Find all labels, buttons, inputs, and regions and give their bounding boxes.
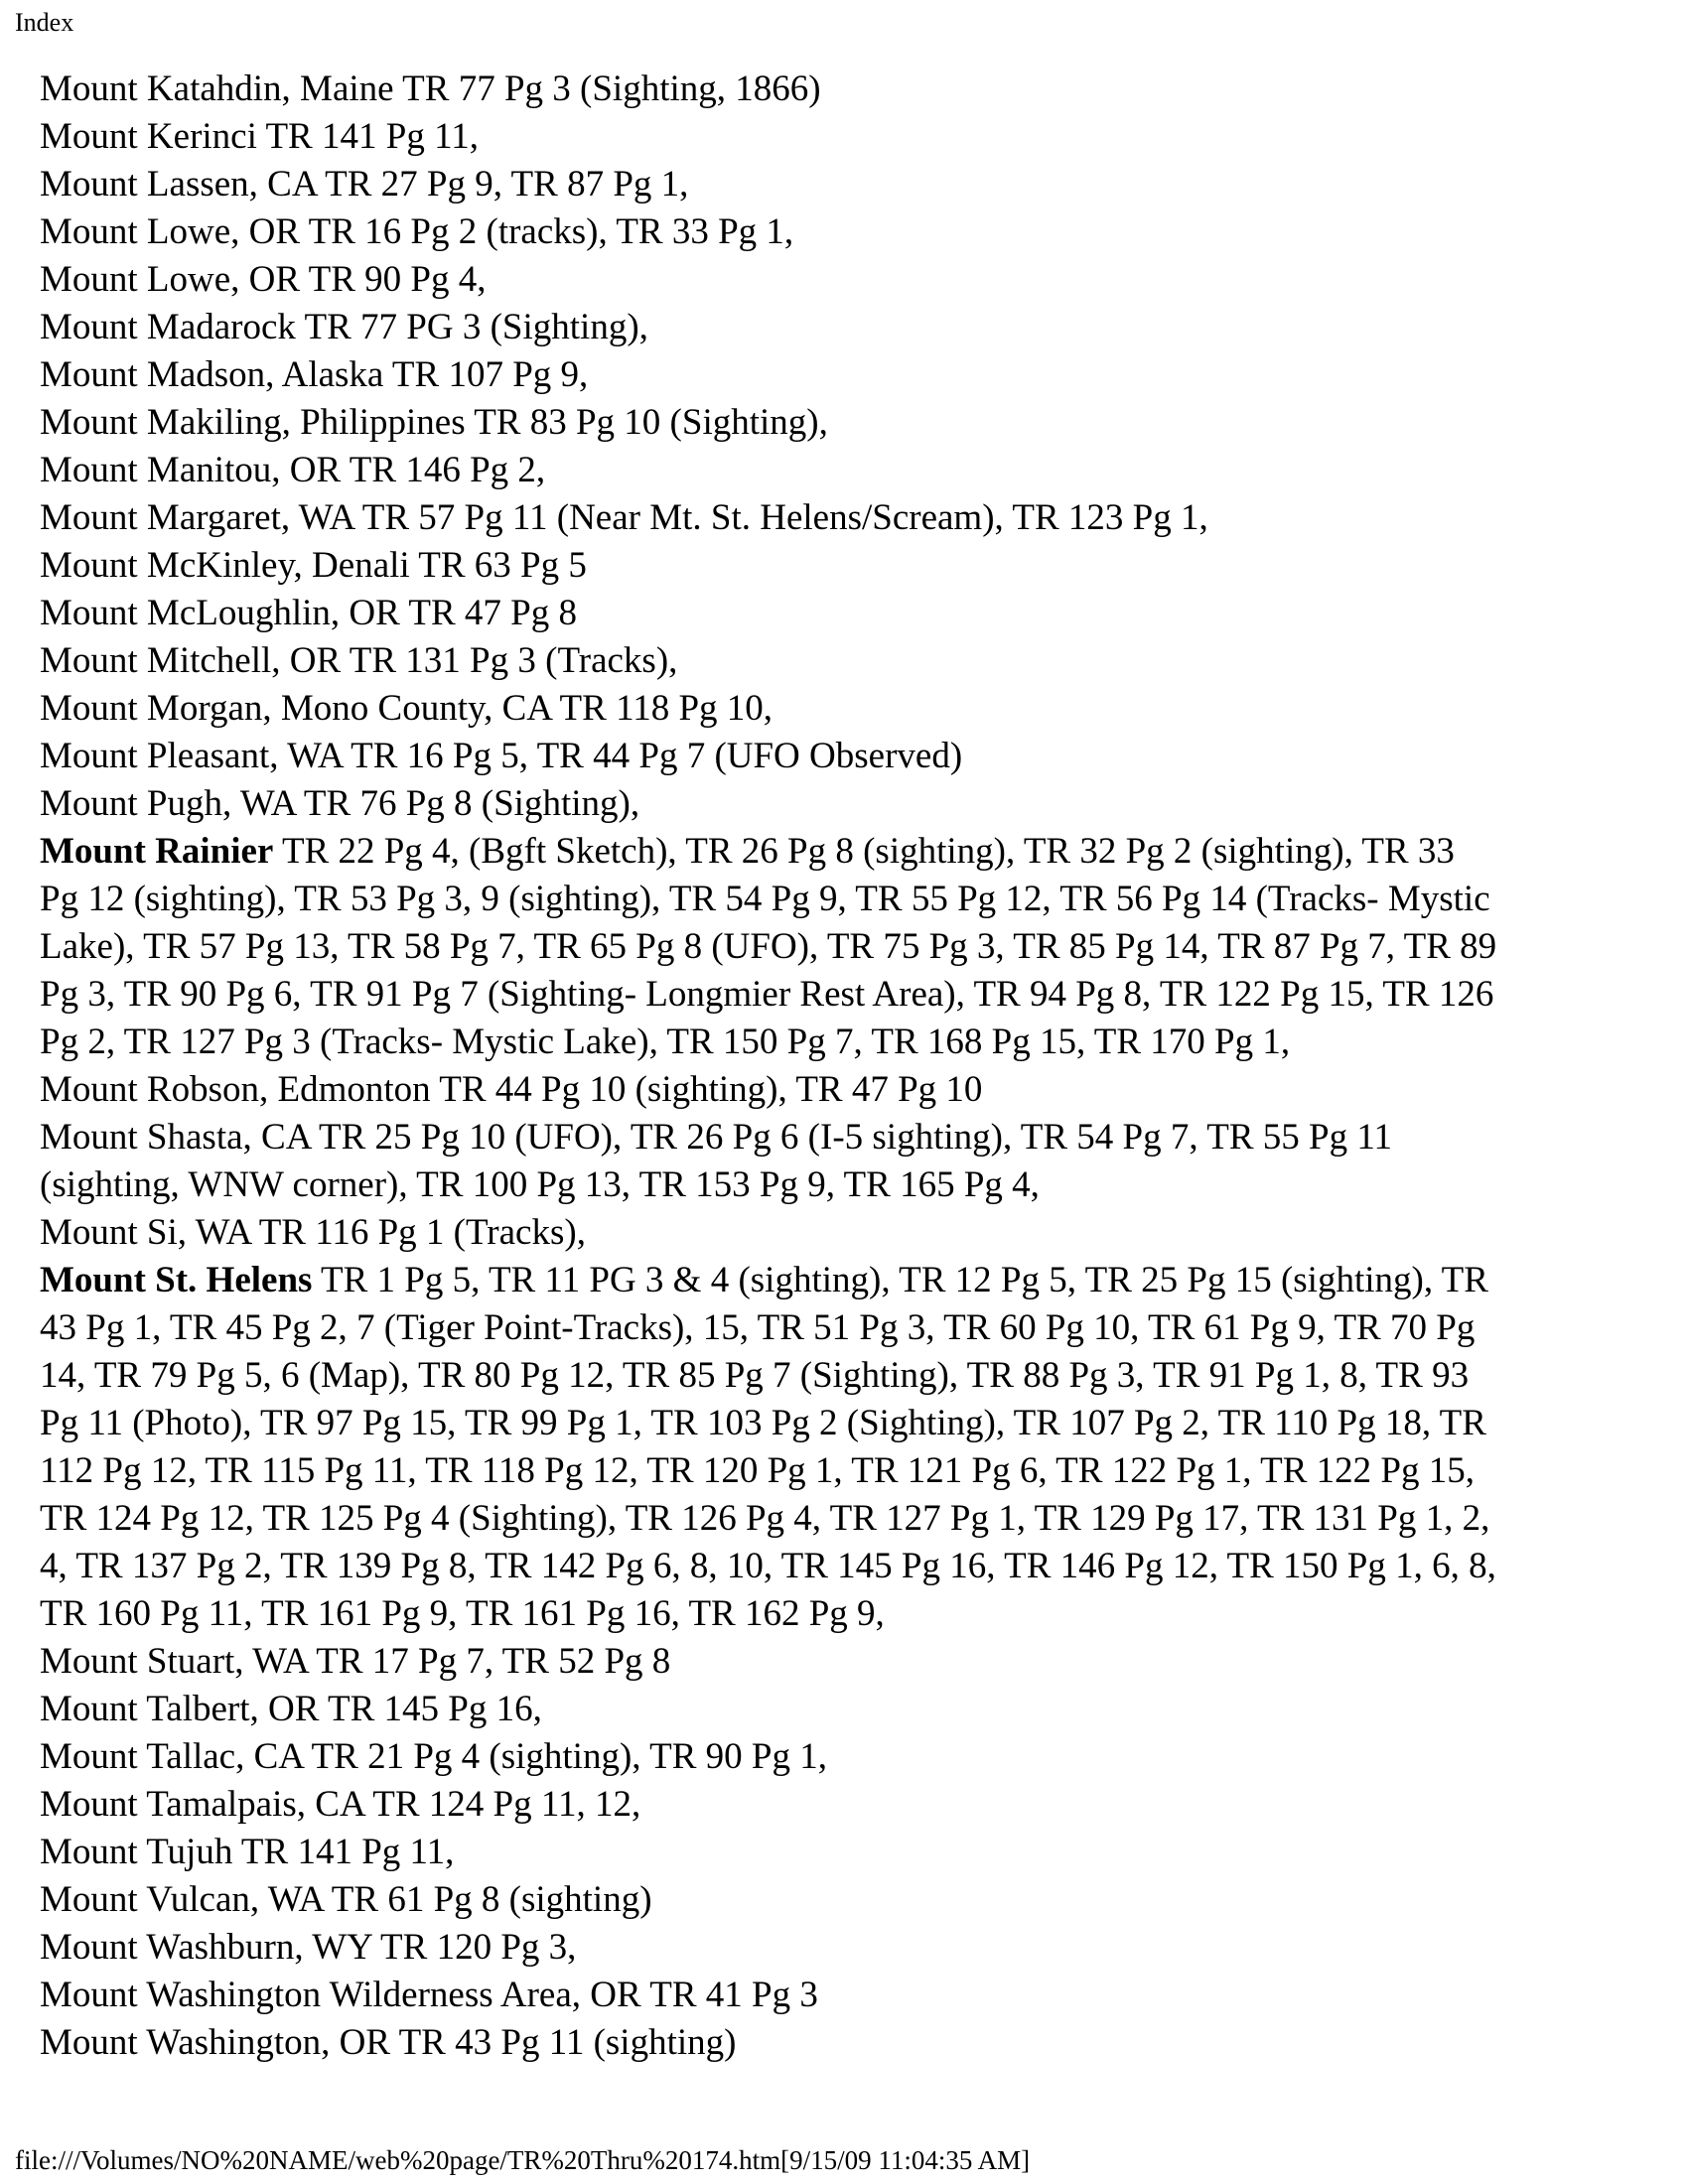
index-entry [40,2019,1501,2067]
entry-text: Mount Lowe, OR TR 90 Pg 4, [40,259,487,300]
entry-text: Mount Morgan, Mono County, CA TR 118 Pg 10, [40,688,774,729]
entry-text: Mount Si, WA TR 116 Pg 1 (Tracks), [40,1212,586,1253]
index-entry [40,399,1501,447]
entry-text: Mount Manitou, OR TR 146 Pg 2, [40,450,546,490]
entry-text: Mount Washington, OR TR 43 Pg 11 (sighting) [40,2022,737,2063]
index-entry [40,1638,1501,1686]
index-entry [40,733,1501,780]
index-entry [40,590,1501,637]
index-entry [40,542,1501,590]
index-entry [40,1829,1501,1876]
entry-text: Mount Kerinci TR 141 Pg 11, [40,116,479,157]
entry-text: Mount Stuart, WA TR 17 Pg 7, TR 52 Pg 8 [40,1641,671,1682]
index-list [40,66,1501,2067]
index-entry [40,1876,1501,1924]
entry-text: Mount Pugh, WA TR 76 Pg 8 (Sighting), [40,783,640,824]
index-entry [40,1972,1501,2019]
index-entry [40,351,1501,399]
index-entry [40,494,1501,542]
entry-text: Mount Pleasant, WA TR 16 Pg 5, TR 44 Pg 7 (UFO Observed) [40,736,963,776]
entry-text: Mount McLoughlin, OR TR 47 Pg 8 [40,593,577,633]
index-entry [40,256,1501,304]
index-entry [40,1066,1501,1114]
index-entry [40,304,1501,351]
index-entry [40,113,1501,161]
entry-text: Mount Tallac, CA TR 21 Pg 4 (sighting), TR 90 Pg 1, [40,1736,827,1777]
page-title: Index [15,8,74,37]
entry-text: Mount Shasta, CA TR 25 Pg 10 (UFO), TR 26 Pg 6 (I-5 sighting), TR 54 Pg 7, TR 55 Pg 11 (sighting, WNW corner), TR 100 Pg 13, TR 153 Pg 9, TR 165 Pg 4, [40,1117,1392,1205]
entry-text: Mount Washington Wilderness Area, OR TR 41 Pg 3 [40,1975,818,2015]
entry-text: Mount McKinley, Denali TR 63 Pg 5 [40,545,587,586]
entry-text: Mount Madarock TR 77 PG 3 (Sighting), [40,307,648,347]
entry-text: TR 22 Pg 4, (Bgft Sketch), TR 26 Pg 8 (sighting), TR 32 Pg 2 (sighting), TR 33 Pg 12 (sighting), TR 53 Pg 3, 9 (sighting), TR 54 Pg 9, TR 55 Pg 12, TR 56 Pg 14 (Tracks- Mystic Lake), TR 57 Pg 13, TR 58 Pg 7, TR 65 Pg 8 (UFO), TR 75 Pg 3, TR 85 Pg 14, TR 87 Pg 7, TR 89 Pg 3, TR 90 Pg 6, TR 91 Pg 7 (Sighting- Longmier Rest Area), TR 94 Pg 8, TR 122 Pg 15, TR 126 Pg 2, TR 127 Pg 3 (Tracks- Mystic Lake), TR 150 Pg 7, TR 168 Pg 15, TR 170 Pg 1, [40,831,1497,1062]
index-entry [40,1924,1501,1972]
index-entry [40,780,1501,828]
index-entry [40,161,1501,208]
entry-text: Mount Lowe, OR TR 16 Pg 2 (tracks), TR 33 Pg 1, [40,211,794,252]
entry-text: Mount Makiling, Philippines TR 83 Pg 10 (Sighting), [40,402,828,443]
index-entry [40,1114,1501,1209]
entry-text: Mount Mitchell, OR TR 131 Pg 3 (Tracks), [40,640,678,681]
entry-text: Mount Tujuh TR 141 Pg 11, [40,1832,455,1872]
file-path-footer: file:///Volumes/NO%20NAME/web%20page/TR%20Thru%20174.htm[9/15/09 11:04:35 AM] [15,2145,1031,2175]
index-entry [40,208,1501,256]
index-entry [40,685,1501,733]
entry-text: Mount Talbert, OR TR 145 Pg 16, [40,1689,542,1729]
index-entry [40,637,1501,685]
entry-text: Mount Margaret, WA TR 57 Pg 11 (Near Mt. St. Helens/Scream), TR 123 Pg 1, [40,497,1208,538]
entry-text: TR 1 Pg 5, TR 11 PG 3 & 4 (sighting), TR 12 Pg 5, TR 25 Pg 15 (sighting), TR 43 Pg 1, TR 45 Pg 2, 7 (Tiger Point-Tracks), 15, TR 51 Pg 3, TR 60 Pg 10, TR 61 Pg 9, TR 70 Pg 14, TR 79 Pg 5, 6 (Map), TR 80 Pg 12, TR 85 Pg 7 (Sighting), TR 88 Pg 3, TR 91 Pg 1, 8, TR 93 Pg 11 (Photo), TR 97 Pg 15, TR 99 Pg 1, TR 103 Pg 2 (Sighting), TR 107 Pg 2, TR 110 Pg 18, TR 112 Pg 12, TR 115 Pg 11, TR 118 Pg 12, TR 120 Pg 1, TR 121 Pg 6, TR 122 Pg 1, TR 122 Pg 15, TR 124 Pg 12, TR 125 Pg 4 (Sighting), TR 126 Pg 4, TR 127 Pg 1, TR 129 Pg 17, TR 131 Pg 1, 2, 4, TR 137 Pg 2, TR 139 Pg 8, TR 142 Pg 6, 8, 10, TR 145 Pg 16, TR 146 Pg 12, TR 150 Pg 1, 6, 8, TR 160 Pg 11, TR 161 Pg 9, TR 161 Pg 16, TR 162 Pg 9, [40,1260,1496,1634]
entry-text: Mount Madson, Alaska TR 107 Pg 9, [40,354,589,395]
entry-text: Mount Katahdin, Maine TR 77 Pg 3 (Sighting, 1866) [40,68,821,109]
entry-name-bold: Mount St. Helens [40,1260,313,1300]
entry-text: Mount Vulcan, WA TR 61 Pg 8 (sighting) [40,1879,652,1920]
index-entry [40,66,1501,113]
index-entry [40,828,1501,1066]
index-entry [40,1257,1501,1638]
index-entry [40,447,1501,494]
index-entry [40,1733,1501,1781]
entry-name-bold: Mount Rainier [40,831,274,872]
entry-text: Mount Lassen, CA TR 27 Pg 9, TR 87 Pg 1, [40,164,689,205]
index-entry [40,1781,1501,1829]
entry-text: Mount Robson, Edmonton TR 44 Pg 10 (sighting), TR 47 Pg 10 [40,1069,983,1110]
index-entry [40,1686,1501,1733]
entry-text: Mount Washburn, WY TR 120 Pg 3, [40,1927,577,1968]
index-entry [40,1209,1501,1257]
entry-text: Mount Tamalpais, CA TR 124 Pg 11, 12, [40,1784,641,1825]
